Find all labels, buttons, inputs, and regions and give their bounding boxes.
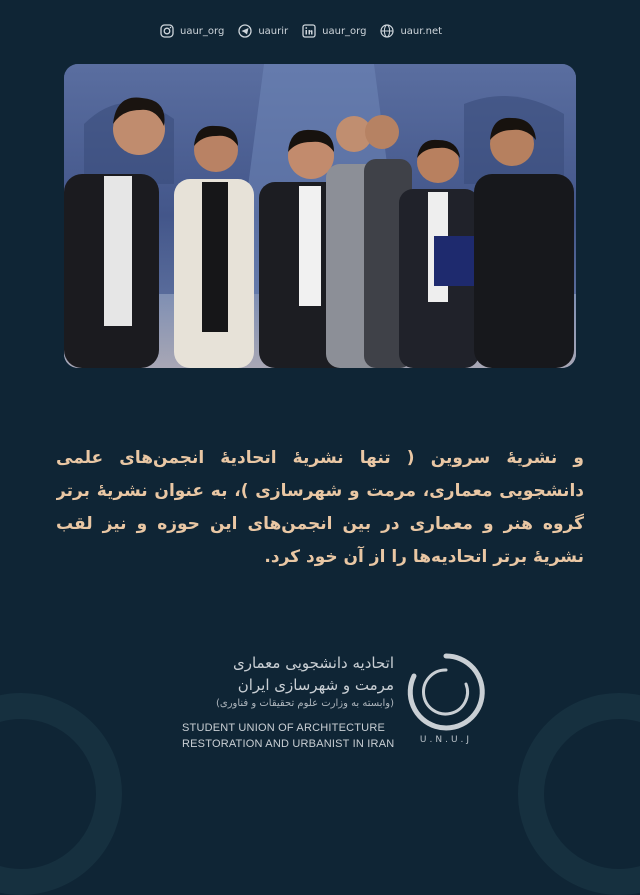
org-name-english (182, 720, 402, 752)
social-linkedin[interactable] (302, 24, 366, 38)
org-affiliation: (وابسته به وزارت علوم تحقیقات و فناوری) (215, 698, 394, 709)
linkedin-icon (302, 24, 316, 38)
instagram-icon (160, 24, 174, 38)
linkedin-handle: uaur_org (322, 25, 367, 37)
org-name-en-line2: RESTORATION AND URBANIST IN IRAN (182, 738, 395, 750)
announcement-text: و نشریهٔ سروین ( تنها نشریهٔ اتحادیهٔ انجمن‌های علمی دانشجویی معماری، مرمت و شهرسازی )، به عنوان نشریهٔ برتر گروه هنر و معماری در بین انجمن‌های این حوزه و نیز لقب نشریهٔ برتر اتحادیه‌ها را از آن خود کرد. (56, 448, 584, 567)
website-handle: uaur.net (400, 25, 443, 37)
org-name-fa-line2: مرمت و شهرسازی ایران (237, 676, 394, 694)
social-telegram[interactable] (238, 24, 288, 38)
union-logo-icon (404, 650, 488, 734)
decorative-ring-left (0, 693, 122, 895)
telegram-icon (238, 24, 252, 38)
org-name-persian (150, 652, 394, 712)
social-instagram[interactable] (160, 24, 224, 38)
decorative-ring-right (518, 693, 640, 895)
globe-icon (380, 24, 394, 38)
instagram-handle: uaur_org (180, 25, 225, 37)
union-abbreviation: U.N.U.J (419, 735, 473, 745)
org-name-en-line1: STUDENT UNION OF ARCHITECTURE (182, 722, 385, 734)
group-photo (64, 64, 576, 368)
social-bar (160, 22, 490, 40)
telegram-handle: uaurir (258, 25, 289, 37)
org-name-fa-line1: اتحادیه دانشجویی معماری (232, 654, 394, 672)
social-website[interactable] (380, 24, 442, 38)
